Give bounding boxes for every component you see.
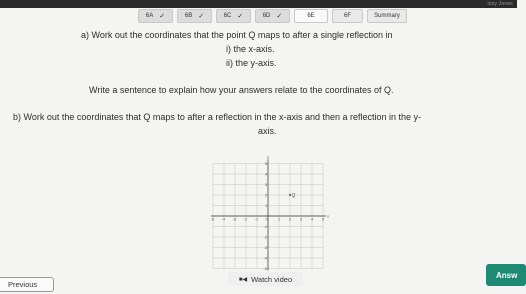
- x-tick-label: 5: [322, 216, 325, 222]
- y-tick-label: 4: [265, 171, 268, 177]
- check-icon: ✓: [159, 13, 166, 20]
- y-tick-label: 1: [265, 203, 268, 208]
- y-tick-label: 2: [265, 192, 268, 198]
- video-icon: ■◀: [238, 276, 248, 283]
- answer-button[interactable]: Answ: [486, 264, 526, 286]
- check-icon: ✓: [198, 13, 205, 20]
- tab-6f[interactable]: 6F: [332, 9, 363, 23]
- x-tick-label: -4: [221, 216, 226, 222]
- tab-6b[interactable]: 6B ✓: [177, 9, 212, 23]
- x-tick-label: 3: [300, 216, 303, 222]
- user-name: Izzy Jones: [487, 1, 513, 7]
- y-tick-label: 5: [265, 161, 268, 166]
- previous-button[interactable]: Previous: [0, 277, 54, 292]
- check-icon: ✓: [237, 13, 244, 20]
- question-b-line1: b) Work out the coordinates that Q maps to after a reflection in the x-axis and then a reflection in the y-: [13, 112, 422, 122]
- x-tick-label: -3: [232, 216, 237, 222]
- lesson-tabs: [138, 9, 407, 25]
- y-tick-label: -1: [263, 224, 268, 229]
- x-axis-label: x: [327, 213, 329, 219]
- question-a-ii: ii) the y-axis.: [226, 58, 277, 68]
- y-tick-label: -4: [263, 255, 268, 261]
- question-a-i: i) the x-axis.: [226, 44, 275, 54]
- y-axis-label: y: [267, 154, 269, 160]
- question-a-intro: a) Work out the coordinates that the point Q maps to after a single reflection in: [81, 30, 393, 40]
- top-bar: [0, 0, 517, 8]
- x-tick-label: 1: [278, 216, 281, 222]
- check-icon: ✓: [276, 13, 283, 20]
- x-tick-label: 2: [289, 216, 292, 222]
- x-tick-label: -2: [243, 216, 248, 222]
- y-tick-label: -5: [263, 266, 268, 271]
- y-tick-label: 3: [265, 182, 268, 187]
- watch-video-button[interactable]: ■◀ Watch video: [228, 272, 303, 286]
- axes: [211, 160, 326, 271]
- question-a-explain: Write a sentence to explain how your answers relate to the coordinates of Q.: [89, 85, 394, 95]
- y-tick-label: -3: [263, 245, 268, 250]
- x-tick-label: -1: [254, 216, 259, 222]
- x-tick-label: -5: [210, 216, 215, 222]
- question-b-line2: axis.: [258, 126, 277, 136]
- tab-6e[interactable]: 6E: [294, 9, 328, 23]
- tab-6a[interactable]: 6A ✓: [138, 9, 173, 23]
- tab-summary[interactable]: Summary: [367, 9, 407, 23]
- x-tick-label: 4: [311, 216, 314, 222]
- coordinate-grid: [206, 143, 330, 271]
- point-q-label: Q: [291, 193, 296, 199]
- tab-6c[interactable]: 6C ✓: [216, 9, 251, 23]
- tab-6d[interactable]: 6D ✓: [255, 9, 290, 23]
- x-tick-label: 0: [265, 216, 268, 222]
- y-tick-label: -2: [263, 234, 268, 240]
